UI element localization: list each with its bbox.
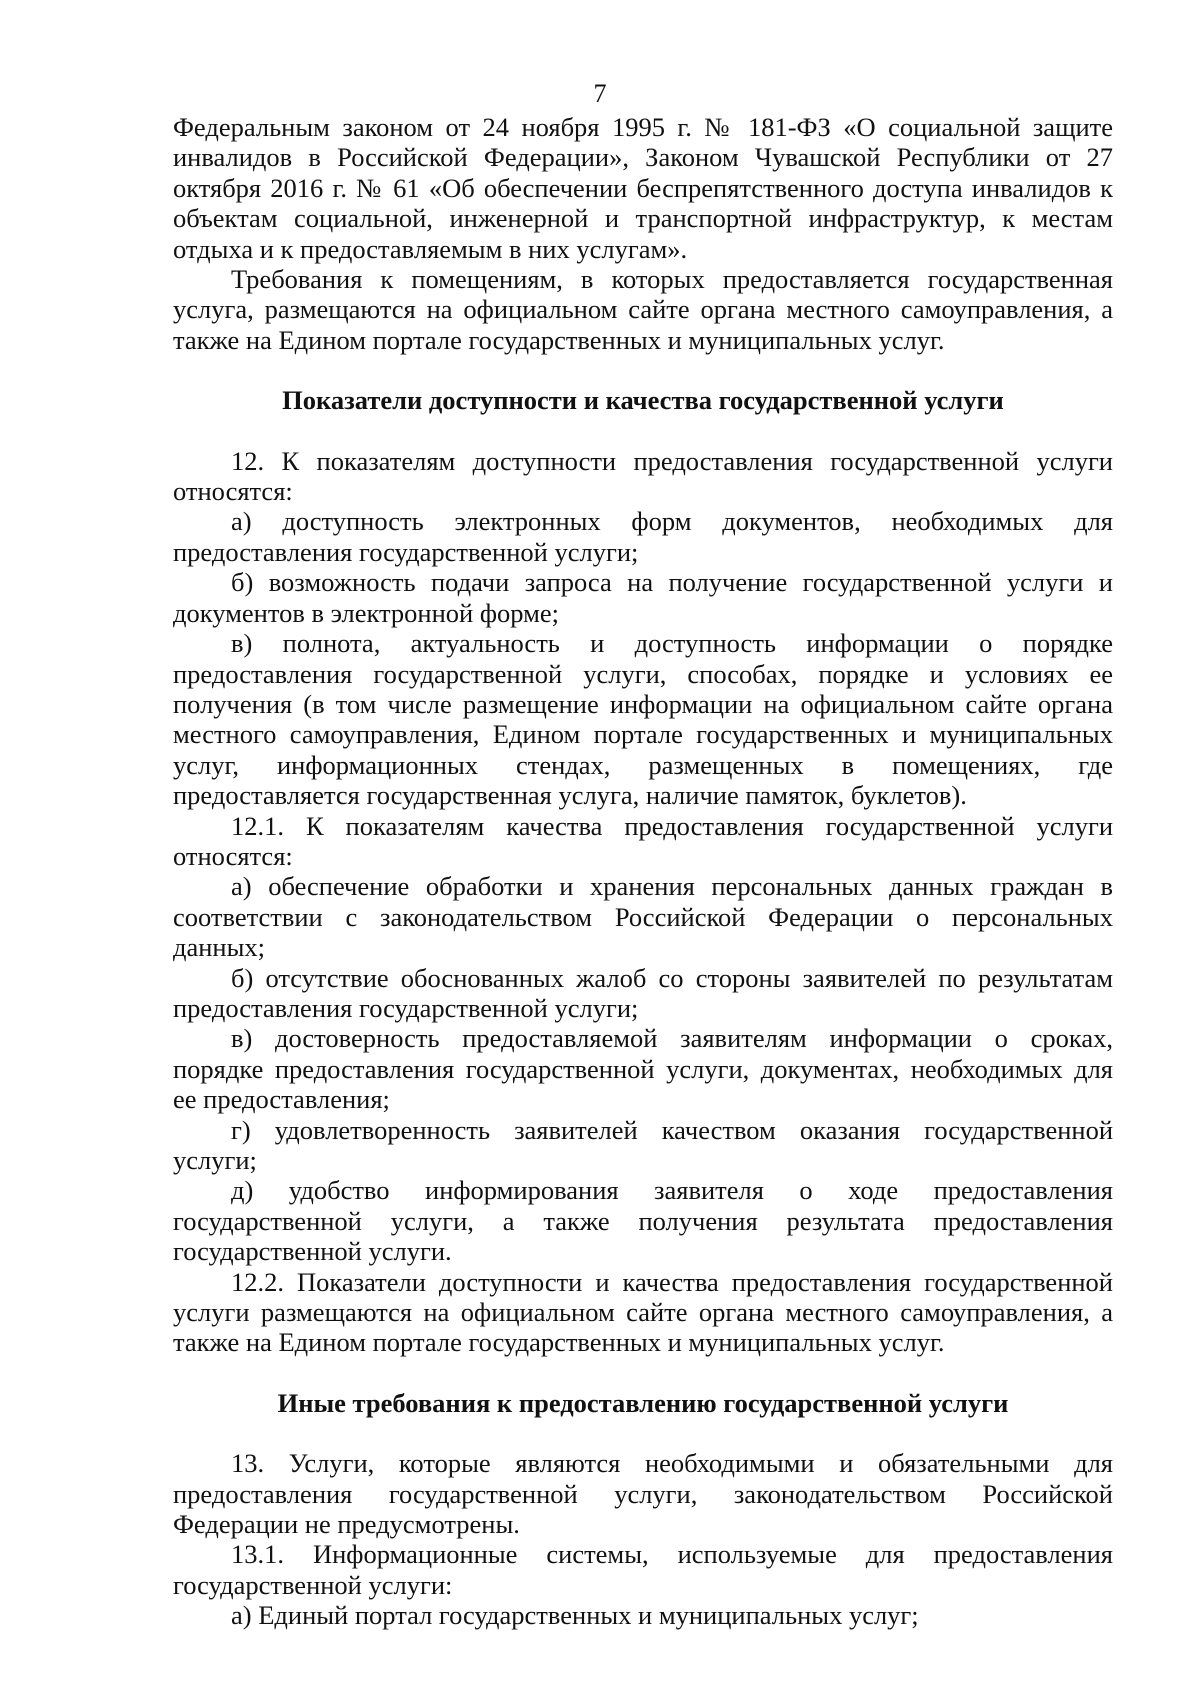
page-number: 7 (593, 79, 607, 108)
paragraph-13-1-a: а) Единый портал государственных и муниципальных услуг; (231, 1600, 919, 1631)
paragraph-13: 13. Услуги, которые являются необходимыми и обязательными для предоставления государственной услуги, законодательством Российской Федерации не предусмотрены. (173, 1448, 1113, 1540)
paragraph-12-1-a: а) обеспечение обработки и хранения персональных данных граждан в соответствии с законодательством Российской Федерации о персональных данных; (173, 871, 1113, 963)
paragraph-12-1-v: в) достоверность предоставляемой заявителям информации о сроках, порядке предоставления государственной услуги, документах, необходимых для ее предоставления; (173, 1023, 1113, 1115)
paragraph-12-1-g: г) удовлетворенность заявителей качеством оказания государственной услуги; (173, 1114, 1113, 1175)
section-heading-accessibility-quality: Показатели доступности и качества государственной услуги (282, 385, 1004, 416)
paragraph-12: 12. К показателям доступности предоставления государственной услуги относятся: (173, 445, 1113, 507)
document-body (173, 112, 1113, 1631)
paragraph-12-a: а) доступность электронных форм документов, необходимых для предоставления государственной услуги; (173, 506, 1113, 567)
paragraph-law-references: Федеральным законом от 24 ноября 1995 г. № 181-ФЗ «О социальной защите инвалидов в Российской Федерации», Законом Чувашской Республики от 27 октября 2016 г. № 61 «Об обеспечении беспрепятственного доступа инвалидов к объектам социальной, инженерной и транспортной инфраструктур, к местам отдыха и к предоставляемым в них услугам». (173, 112, 1113, 264)
paragraph-12-1-b: б) отсутствие обоснованных жалоб со стороны заявителей по результатам предоставления государственной услуги; (173, 962, 1113, 1023)
paragraph-13-1: 13.1. Информационные системы, используемые для предоставления государственной услуги: (173, 1539, 1113, 1600)
paragraph-12-1: 12.1. К показателям качества предоставления государственной услуги относятся: (173, 810, 1113, 871)
paragraph-12-b: б) возможность подачи запроса на получение государственной услуги и документов в электронной форме; (173, 567, 1113, 628)
paragraph-premises-requirements: Требования к помещениям, в которых предоставляется государственная услуга, размещаются на официальном сайте органа местного самоуправления, а также на Едином портале государственных и муниципальных услуг. (173, 264, 1113, 355)
paragraph-12-2: 12.2. Показатели доступности и качества предоставления государственной услуги размещаются на официальном сайте органа местного самоуправления, а также на Едином портале государственных и муниципальных услуг. (173, 1266, 1113, 1358)
paragraph-12-1-d: д) удобство информирования заявителя о ходе предоставления государственной услуги, а также получения результата предоставления государственной услуги. (173, 1175, 1113, 1267)
section-heading-other-requirements: Иные требования к предоставлению государственной услуги (277, 1387, 1009, 1418)
paragraph-12-v: в) полнота, актуальность и доступность информации о порядке предоставления государственной услуги, способах, порядке и условиях ее получения (в том числе размещение информации на официальном сайте органа местного самоуправления, Едином портале государственных и муниципальных услуг, информационных стендах, размещенных в помещениях, где предоставляется государственная услуга, наличие памяток, буклетов). (173, 628, 1113, 811)
